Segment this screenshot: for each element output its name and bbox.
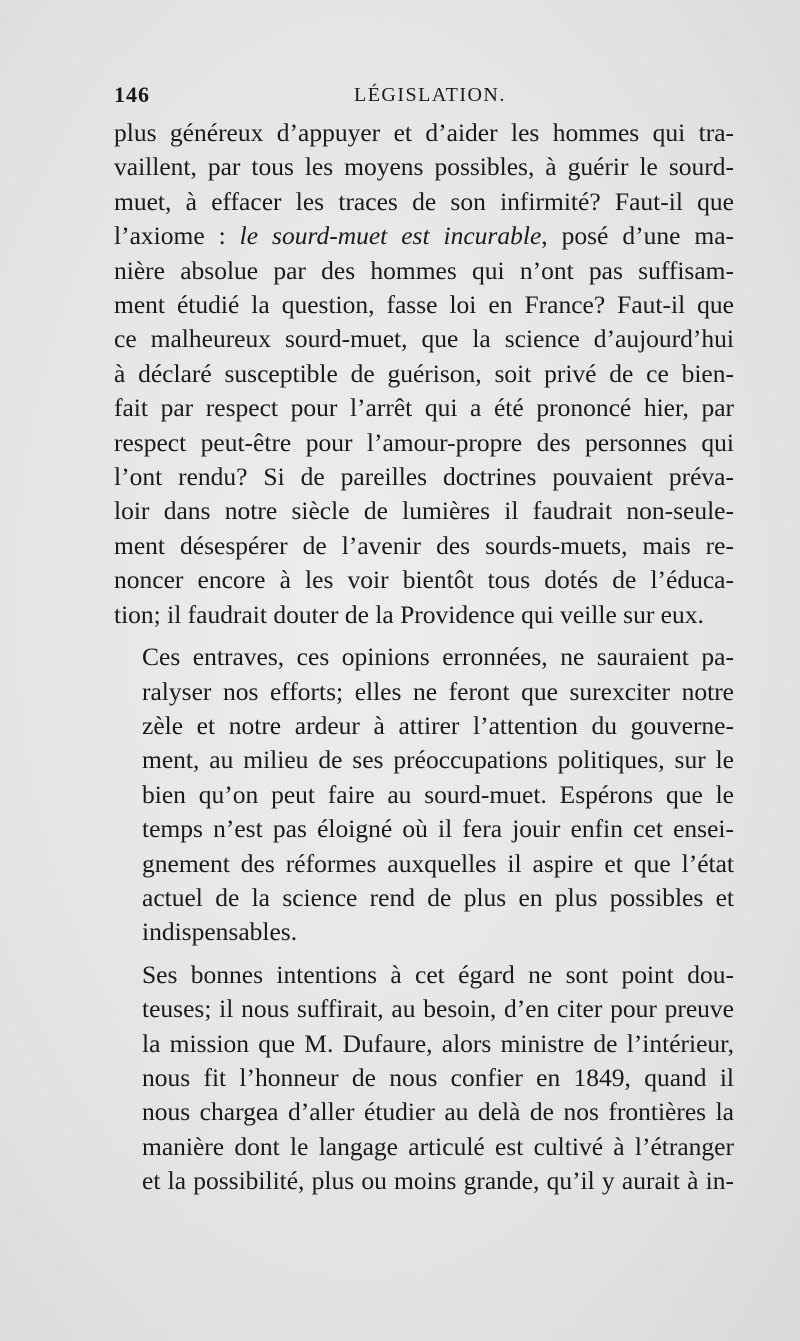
text-fragment: , posé d’une ma- xyxy=(541,221,735,251)
text-line: l’ont rendu? Si de pareilles doctrines pouvaient préva- xyxy=(114,462,734,492)
text-line: respect peut-être pour l’amour-propre des personnes qui xyxy=(114,427,734,457)
text-line: vaillent, par tous les moyens possibles, à guérir le sourd- xyxy=(114,152,734,182)
text-line: manière dont le langage articulé est cultivé à l’étranger xyxy=(142,1131,734,1161)
text-line: Ces entraves, ces opinions erronnées, ne sauraient pa- xyxy=(142,642,734,672)
text-line: ment étudié la question, fasse loi en France? Faut-il que xyxy=(114,290,734,320)
text-line: muet, à effacer les traces de son infirmité? Faut-il que xyxy=(114,186,734,216)
text-line: zèle et notre ardeur à attirer l’attention du gouverne- xyxy=(142,710,734,740)
text-line: ce malheureux sourd-muet, que la science d’aujourd’hui xyxy=(114,324,734,354)
paragraph-1 xyxy=(114,116,734,632)
text-line: tion; il faudrait douter de la Providence qui veille sur eux. xyxy=(114,599,704,629)
text-line: et la possibilité, plus ou moins grande, qu’il y aurait à in- xyxy=(142,1166,734,1196)
running-head xyxy=(114,82,734,112)
text-line: gnement des réformes auxquelles il aspire et que l’état xyxy=(142,848,734,878)
text-line: nous chargea d’aller étudier au delà de nos frontières la xyxy=(142,1097,734,1127)
text-line: nous fit l’honneur de nous confier en 1849, quand il xyxy=(142,1062,734,1092)
text-line: nière absolue par des hommes qui n’ont pas suffisam- xyxy=(114,255,734,285)
text-fragment: l’axiome : xyxy=(114,221,240,251)
paragraph-2 xyxy=(114,640,734,950)
text-line: teuses; il nous suffirait, au besoin, d’en citer pour preuve xyxy=(142,994,734,1024)
text-line: noncer encore à les voir bientôt tous dotés de l’éduca- xyxy=(114,565,734,595)
text-line: loir dans notre siècle de lumières il faudrait non-seule- xyxy=(114,496,734,526)
text-line: Ses bonnes intentions à cet égard ne sont point dou- xyxy=(142,959,734,989)
running-title: LÉGISLATION. xyxy=(354,84,506,106)
text-line: ralyser nos efforts; elles ne feront que surexciter notre xyxy=(142,676,734,706)
text-line: à déclaré susceptible de guérison, soit privé de ce bien- xyxy=(114,358,734,388)
text-line: ment, au milieu de ses préoccupations politiques, sur le xyxy=(142,745,734,775)
paragraph-3 xyxy=(114,958,734,1199)
text-line: ment désespérer de l’avenir des sourds-muets, mais re- xyxy=(114,530,734,560)
text-line: la mission que M. Dufaure, alors ministre de l’intérieur, xyxy=(142,1028,734,1058)
text-line: indispensables. xyxy=(142,917,298,947)
text-line: fait par respect pour l’arrêt qui a été prononcé hier, par xyxy=(114,393,734,423)
text-line-axiome xyxy=(114,219,734,253)
text-line: plus généreux d’appuyer et d’aider les hommes qui tra- xyxy=(114,118,734,147)
page-number: 146 xyxy=(114,82,150,107)
text-line: bien qu’on peut faire au sourd-muet. Espérons que le xyxy=(142,779,734,809)
text-line: actuel de la science rend de plus en plus possibles et xyxy=(142,882,734,912)
body-text xyxy=(114,116,734,1199)
text-line: temps n’est pas éloigné où il fera jouir enfin cet ensei- xyxy=(142,814,734,844)
italic-axiome: le sourd-muet est incurable xyxy=(239,221,542,251)
